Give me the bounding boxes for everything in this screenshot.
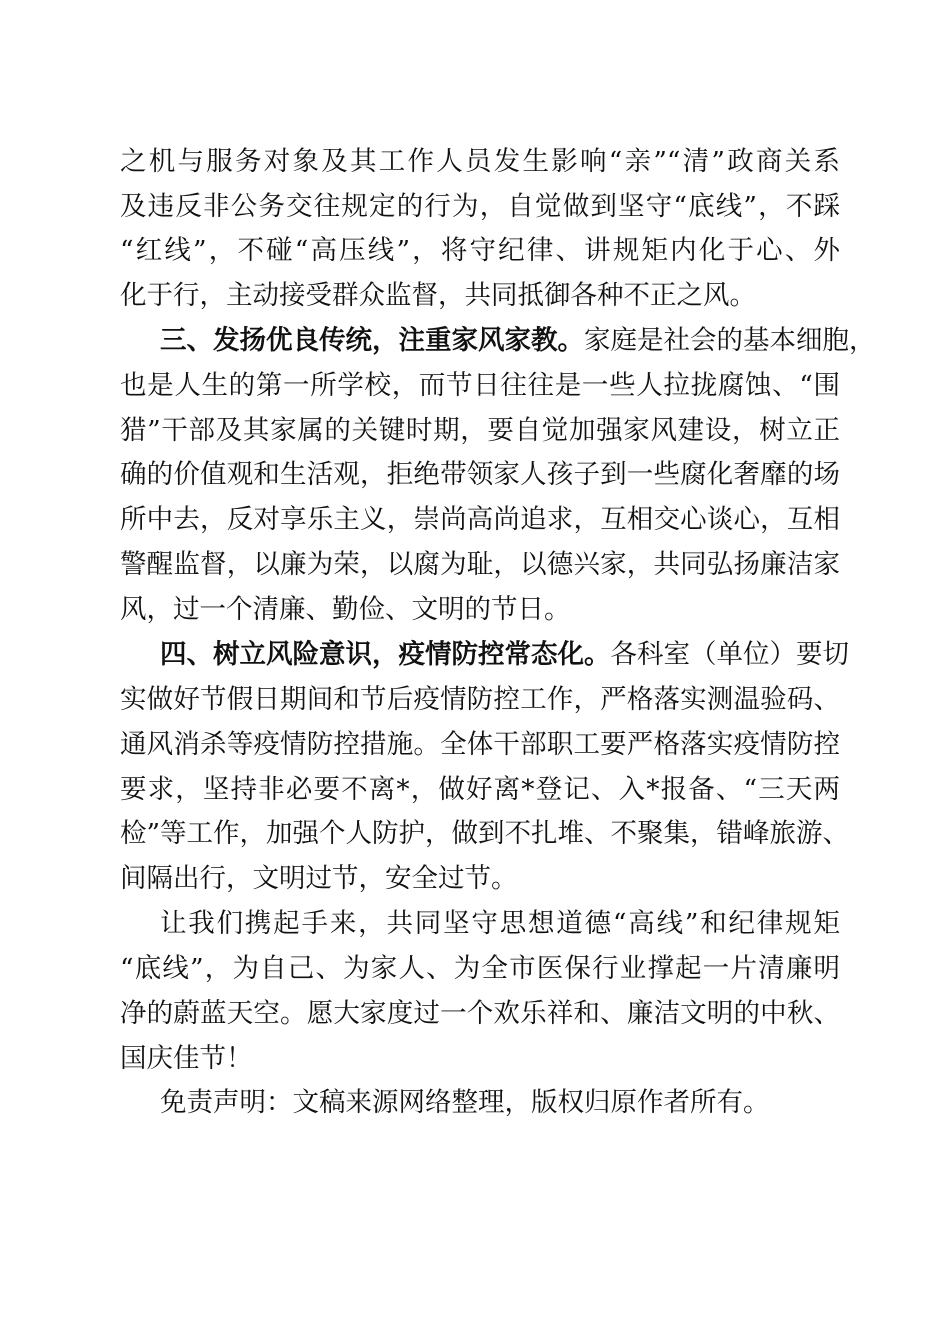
paragraph-line: “底线”，为自己、为家人、为全市医保行业撑起一片清廉明 (120, 953, 840, 984)
paragraph-line: 国庆佳节！ (120, 1043, 253, 1074)
paragraph-line: 要求，坚持非必要不离*，做好离*登记、入*报备、“三天两 (120, 774, 840, 805)
section-heading-line: 三、发扬优良传统，注重家风家教。家庭是社会的基本细胞， (160, 325, 876, 356)
paragraph-line: 也是人生的第一所学校，而节日往往是一些人拉拢腐蚀、“围 (120, 370, 840, 401)
paragraph-line: 及违反非公务交往规定的行为，自觉做到坚守“底线”，不踩 (120, 191, 840, 222)
paragraph-line: 警醒监督，以廉为荣，以腐为耻，以德兴家，共同弘扬廉洁家 (120, 549, 840, 580)
paragraph-line: “红线”，不碰“高压线”，将守纪律、讲规矩内化于心、外 (120, 235, 840, 266)
paragraph-line: 猎”干部及其家属的关键时期，要自觉加强家风建设，树立正 (120, 415, 840, 446)
paragraph-line: 实做好节假日期间和节后疫情防控工作，严格落实测温验码、 (120, 684, 840, 715)
section-heading: 四、树立风险意识，疫情防控常态化。 (160, 639, 611, 670)
section-heading: 三、发扬优良传统，注重家风家教。 (160, 325, 584, 356)
paragraph-line: 风，过一个清廉、勤俭、文明的节日。 (120, 594, 571, 625)
paragraph-line: 检”等工作，加强个人防护，做到不扎堆、不聚集，错峰旅游、 (120, 818, 850, 849)
section-heading-line: 四、树立风险意识，疫情防控常态化。各科室（单位）要切 (160, 639, 849, 670)
paragraph-line: 之机与服务对象及其工作人员发生影响“亲”“清”政商关系 (120, 146, 840, 177)
paragraph-line: 化于行，主动接受群众监督，共同抵御各种不正之风。 (120, 280, 756, 311)
disclaimer-line: 免责声明：文稿来源网络整理，版权归原作者所有。 (160, 1087, 770, 1118)
paragraph-line: 净的蔚蓝天空。愿大家度过一个欢乐祥和、廉洁文明的中秋、 (120, 998, 840, 1029)
paragraph-line: 让我们携起手来，共同坚守思想道德“高线”和纪律规矩 (160, 908, 840, 939)
paragraph-line: 确的价值观和生活观，拒绝带领家人孩子到一些腐化奢靡的场 (120, 459, 840, 490)
paragraph-line: 所中去，反对享乐主义，崇尚高尚追求，互相交心谈心，互相 (120, 504, 840, 535)
paragraph-line: 通风消杀等疫情防控措施。全体干部职工要严格落实疫情防控 (120, 729, 840, 760)
paragraph-line: 间隔出行，文明过节，安全过节。 (120, 863, 518, 894)
